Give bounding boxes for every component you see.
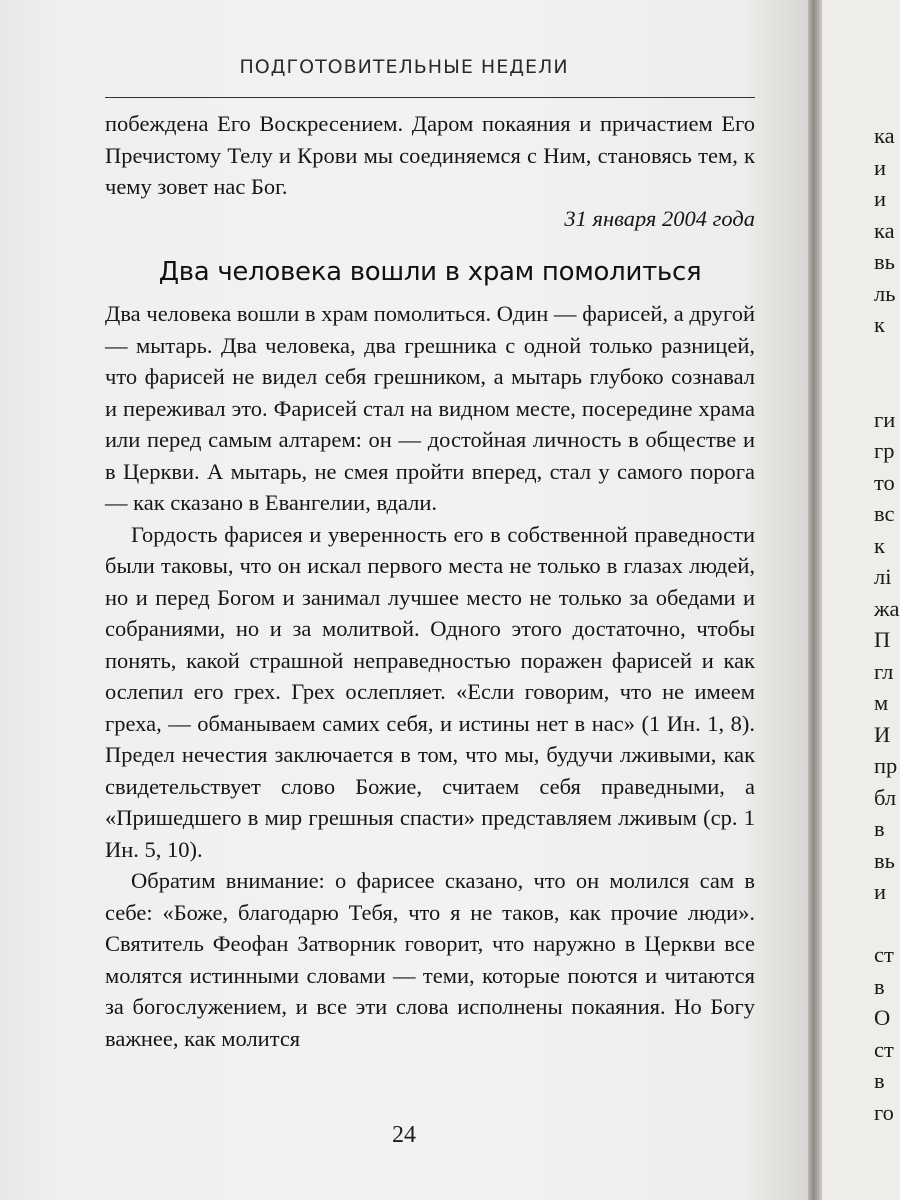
- body-text: [105, 108, 755, 1054]
- facing-line-fragment: ль: [874, 280, 896, 306]
- facing-line-fragment: жа: [874, 595, 900, 621]
- facing-line-fragment: вь: [874, 249, 895, 274]
- facing-line-fragment: гл: [874, 658, 894, 684]
- facing-line-fragment: го: [874, 1099, 894, 1125]
- facing-line-fragment: ст: [874, 942, 894, 967]
- facing-line-fragment: [874, 372, 900, 404]
- header-rule: [105, 97, 755, 98]
- facing-line-fragment: [874, 908, 900, 940]
- chapter-heading: Два человека вошли в храм помолиться: [158, 257, 702, 287]
- facing-line-fragment: в: [874, 1068, 885, 1093]
- facing-line-fragment: к: [874, 532, 885, 558]
- facing-line-fragment: гр: [874, 438, 895, 463]
- facing-line-fragment: вь: [874, 847, 895, 873]
- paragraph-3: Обратим внимание: о фарисее сказано, что он молился сам в себе: «Боже, благодарю Тебя, что я не таков, как прочие люди». Святитель Феофан Затворник говорит, что наружно в Церкви все молятся истинными словами — теми, которые поются и читаются за богослужением, и все эти слова исполнены покаяния. Но Богу важнее, как молится: [105, 868, 755, 1051]
- page-number: 24: [392, 1122, 416, 1148]
- running-head: ПОДГОТОВИТЕЛЬНЫЕ НЕДЕЛИ: [239, 56, 569, 78]
- facing-line-fragment: то: [874, 469, 895, 495]
- facing-page-text: [874, 120, 900, 1128]
- facing-line-fragment: ка: [874, 217, 895, 243]
- facing-line-fragment: П: [874, 627, 891, 652]
- facing-line-fragment: к: [874, 312, 885, 337]
- facing-line-fragment: м: [874, 690, 889, 715]
- facing-line-fragment: вс: [874, 501, 895, 526]
- facing-line-fragment: ка: [874, 123, 895, 148]
- facing-line-fragment: И: [874, 721, 891, 747]
- facing-line-fragment: и: [874, 879, 887, 904]
- paragraph-1: Два человека вошли в храм помолиться. Один — фарисей, а другой — мытарь. Два человека, два грешника с одной только разницей, что фарисей не видел себя грешником, а мытарь глубоко сознавал и переживал это. Фарисей стал на видном месте, посередине храма или перед самым алтарем: он — достойная личность в обществе и в Церкви. А мытарь, не смея пройти вперед, стал у самого порога — как сказано в Евангелии, вдали.: [105, 301, 755, 515]
- facing-line-fragment: и: [874, 154, 887, 180]
- facing-page: [822, 0, 900, 1200]
- date-line: 31 января 2004 года: [564, 205, 755, 231]
- facing-line-fragment: и: [874, 186, 887, 211]
- facing-line-fragment: ги: [874, 406, 896, 432]
- book-gutter: [808, 0, 822, 1200]
- facing-line-fragment: в: [874, 816, 885, 841]
- facing-line-fragment: в: [874, 973, 885, 999]
- paragraph-2: Гордость фарисея и уверенность его в собственной праведности были таковы, что он искал первого места не только в глазах людей, но и перед Богом и занимал лучшее место не только за обедами и собраниями, но и за молитвой. Одного этого достаточно, чтобы понять, какой страшной неправедностью поражен фарисей и как ослепил его грех. Грех ослепляет. «Если говорим, что не имеем греха, — обманываем самих себя, и истины нет в нас» (1 Ин. 1, 8). Предел нечестия заключается в том, что мы, будучи лживыми, как свидетельствует слово Божие, считаем себя праведными, а «Пришедшего в мир грешныя спасти» представляем лживым (ср. 1 Ин. 5, 10).: [105, 521, 755, 862]
- facing-line-fragment: пр: [874, 753, 898, 778]
- facing-line-fragment: бл: [874, 784, 897, 810]
- facing-line-fragment: [874, 341, 900, 373]
- facing-line-fragment: О: [874, 1005, 891, 1030]
- facing-line-fragment: лі: [874, 564, 892, 589]
- paragraph-top: побеждена Его Воскресением. Даром покаяния и причастием Его Пречистому Телу и Крови мы соединяемся с Ним, становясь тем, к чему зовет нас Бог.: [105, 111, 755, 199]
- facing-line-fragment: ст: [874, 1036, 894, 1062]
